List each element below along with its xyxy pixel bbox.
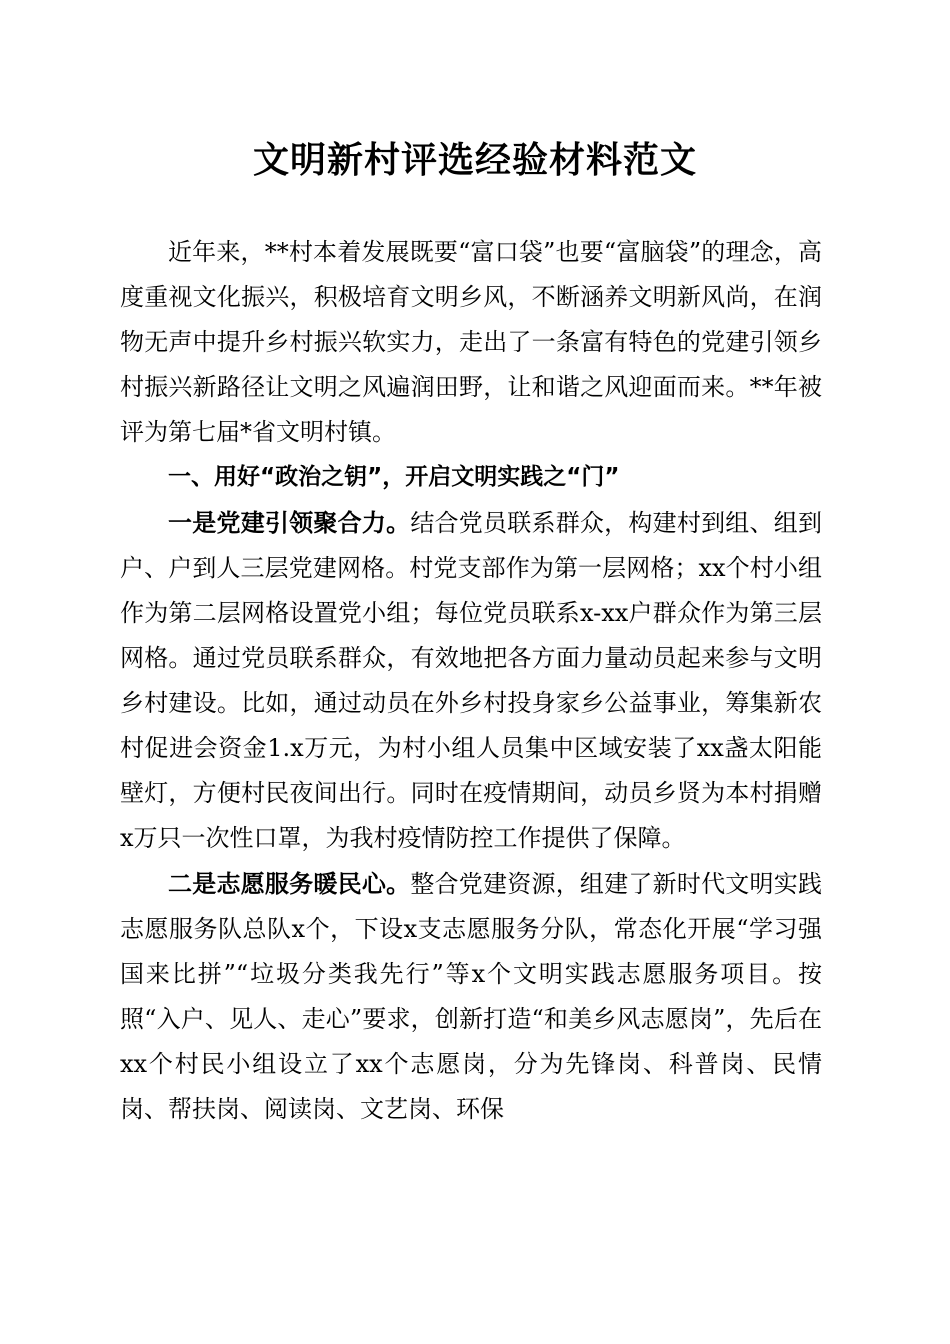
paragraph-lead-party-building: 一是党建引领聚合力。 <box>168 508 411 537</box>
section-heading-1: 一、用好“政治之钥”，开启文明实践之“门” <box>168 464 620 490</box>
intro-paragraph: 近年来，**村本着发展既要“富口袋”也要“富脑袋”的理念，高度重视文化振兴，积极培育文明乡风，不断涵养文明新风尚，在润物无声中提升乡村振兴软实力，走出了一条富有特色的党建引领乡村振兴新路径让文明之风遍润田野，让和谐之风迎面而来。**年被评为第七届*省文明村镇。 <box>120 238 822 446</box>
paragraph-lead-volunteer-service: 二是志愿服务暖民心。 <box>168 869 411 898</box>
document-title: 文明新村评选经验材料范文 <box>252 139 697 181</box>
paragraph-text-volunteer-service: 整合党建资源，组建了新时代文明实践志愿服务队总队x个，下设x支志愿服务分队，常态化开展“学习强国来比拼”“垃圾分类我先行”等x个文明实践志愿服务项目。按照“入户、见人、走心”要求，创新打造“和美乡风志愿岗”，先后在xx个村民小组设立了xx个志愿岗，分为先锋岗、科普岗、民情岗、帮扶岗、阅读岗、文艺岗、环保 <box>120 870 823 1123</box>
paragraph-text-party-building: 结合党员联系群众，构建村到组、组到户、户到人三层党建网格。村党支部作为第一层网格；xx个村小组作为第二层网格设置党小组；每位党员联系x-xx户群众作为第三层网格。通过党员联系群众，有效地把各方面力量动员起来参与文明乡村建设。比如，通过动员在外乡村投身家乡公益事业，筹集新农村促进会资金1.x万元，为村小组人员集中区域安装了xx盏太阳能壁灯，方便村民夜间出行。同时在疫情期间，动员乡贤为本村捐赠x万只一次性口罩，为我村疫情防控工作提供了保障。 <box>120 509 823 852</box>
paragraph-volunteer-service <box>120 861 822 1132</box>
document-body <box>120 230 822 1132</box>
paragraph-party-building <box>120 500 822 861</box>
